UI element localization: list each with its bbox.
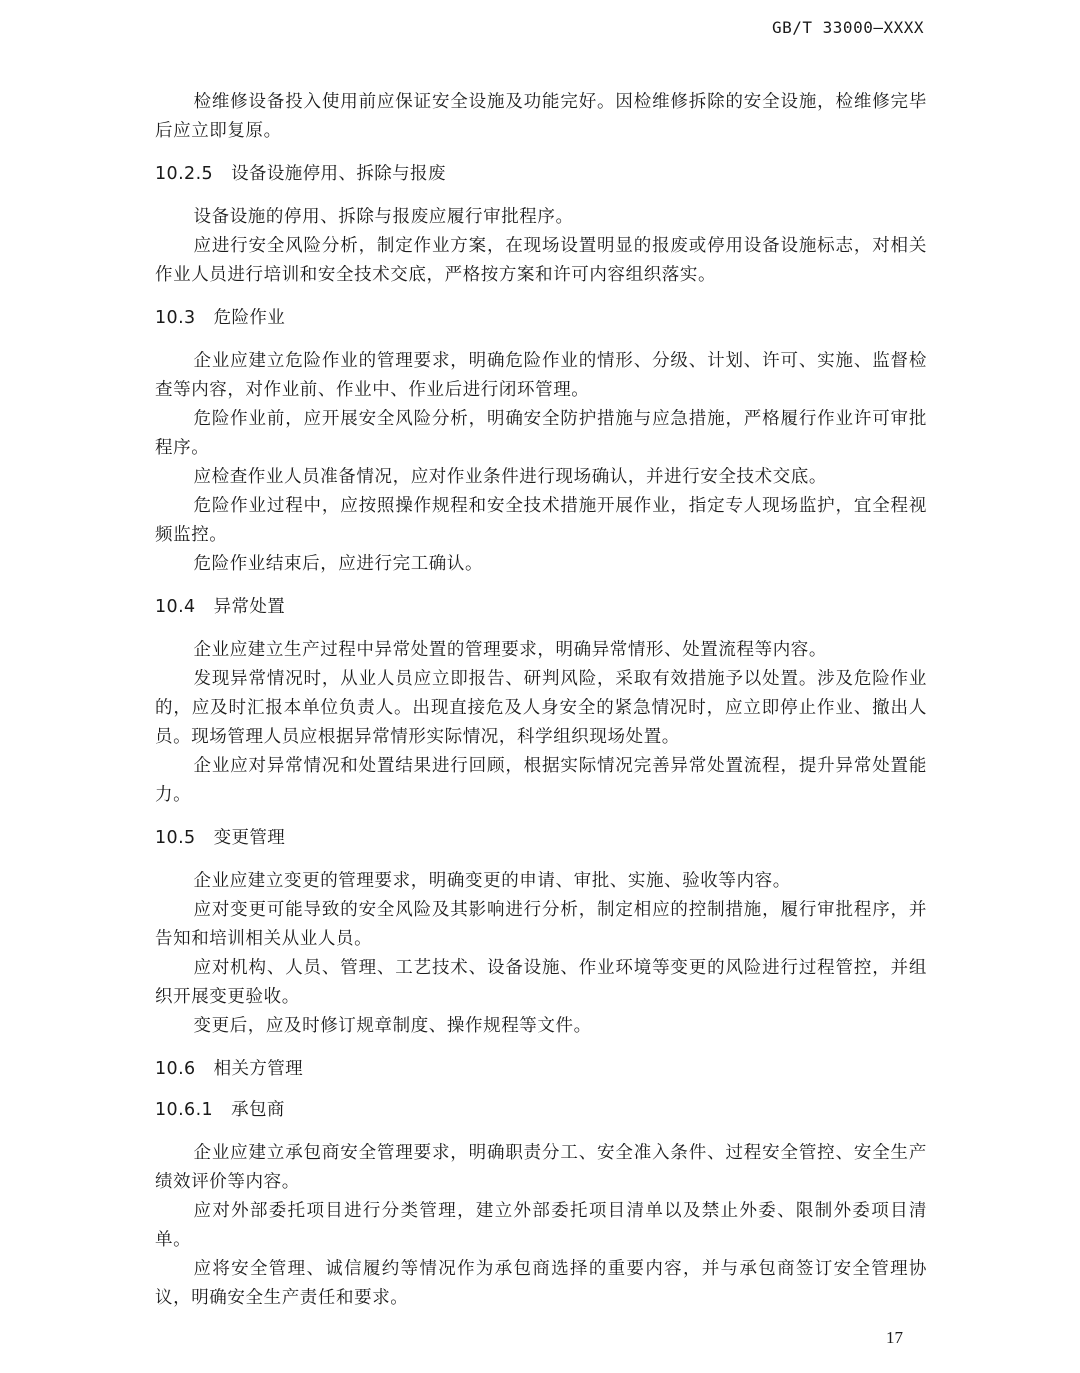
- section-heading: [155, 824, 927, 853]
- standard-code: GB/T 33000—XXXX: [772, 18, 924, 37]
- paragraph: 应检查作业人员准备情况，应对作业条件进行现场确认，并进行安全技术交底。: [193, 467, 827, 487]
- paragraph: 设备设施的停用、拆除与报废应履行审批程序。: [193, 207, 574, 227]
- section-title: 设备设施停用、拆除与报废: [231, 164, 446, 184]
- section-title: 变更管理: [213, 828, 286, 848]
- paragraph: 应对变更可能导致的安全风险及其影响进行分析，制定相应的控制措施，履行审批程序，并告知和培训相关从业人员。: [155, 900, 927, 949]
- section-number: 10.6: [155, 1059, 196, 1079]
- section-heading: [155, 160, 927, 189]
- paragraph: 企业应建立生产过程中异常处置的管理要求，明确异常情形、处置流程等内容。: [193, 640, 827, 660]
- section-number: 10.3: [155, 308, 196, 328]
- section-number: 10.2.5: [155, 164, 214, 184]
- section-title: 承包商: [231, 1100, 285, 1120]
- section-heading: [155, 1055, 927, 1084]
- section-number: 10.6.1: [155, 1100, 214, 1120]
- paragraph: 应将安全管理、诚信履约等情况作为承包商选择的重要内容，并与承包商签订安全管理协议，明确安全生产责任和要求。: [155, 1259, 927, 1308]
- paragraph: 检维修设备投入使用前应保证安全设施及功能完好。因检维修拆除的安全设施，检维修完毕后应立即复原。: [155, 92, 927, 141]
- paragraph: 企业应对异常情况和处置结果进行回顾，根据实际情况完善异常处置流程，提升异常处置能力。: [155, 756, 927, 805]
- paragraph: 企业应建立承包商安全管理要求，明确职责分工、安全准入条件、过程安全管控、安全生产绩效评价等内容。: [155, 1143, 927, 1192]
- paragraph: 企业应建立变更的管理要求，明确变更的申请、审批、实施、验收等内容。: [193, 871, 791, 891]
- paragraph: 应进行安全风险分析，制定作业方案，在现场设置明显的报废或停用设备设施标志，对相关作业人员进行培训和安全技术交底，严格按方案和许可内容组织落实。: [155, 236, 927, 285]
- section-number: 10.4: [155, 597, 196, 617]
- subsection-heading: [155, 1096, 927, 1125]
- section-title: 异常处置: [213, 597, 286, 617]
- section-heading: [155, 304, 927, 333]
- paragraph: 变更后，应及时修订规章制度、操作规程等文件。: [193, 1016, 592, 1036]
- section-heading: [155, 593, 927, 622]
- paragraph: 发现异常情况时，从业人员应立即报告、研判风险，采取有效措施予以处置。涉及危险作业的，应及时汇报本单位负责人。出现直接危及人身安全的紧急情况时，应立即停止作业、撤出人员。现场管理人员应根据异常情形实际情况，科学组织现场处置。: [155, 669, 927, 747]
- document-body: [155, 88, 927, 1313]
- paragraph: 危险作业前，应开展安全风险分析，明确安全防护措施与应急措施，严格履行作业许可审批程序。: [155, 409, 927, 458]
- paragraph: 应对外部委托项目进行分类管理，建立外部委托项目清单以及禁止外委、限制外委项目清单。: [155, 1201, 927, 1250]
- paragraph: 危险作业过程中，应按照操作规程和安全技术措施开展作业，指定专人现场监护，宜全程视频监控。: [155, 496, 927, 545]
- section-number: 10.5: [155, 828, 196, 848]
- page-number: 17: [886, 1328, 903, 1347]
- paragraph: 企业应建立危险作业的管理要求，明确危险作业的情形、分级、计划、许可、实施、监督检查等内容，对作业前、作业中、作业后进行闭环管理。: [155, 351, 927, 400]
- paragraph: 应对机构、人员、管理、工艺技术、设备设施、作业环境等变更的风险进行过程管控，并组织开展变更验收。: [155, 958, 927, 1007]
- paragraph: 危险作业结束后，应进行完工确认。: [193, 554, 484, 574]
- section-title: 相关方管理: [213, 1059, 304, 1079]
- section-title: 危险作业: [213, 308, 286, 328]
